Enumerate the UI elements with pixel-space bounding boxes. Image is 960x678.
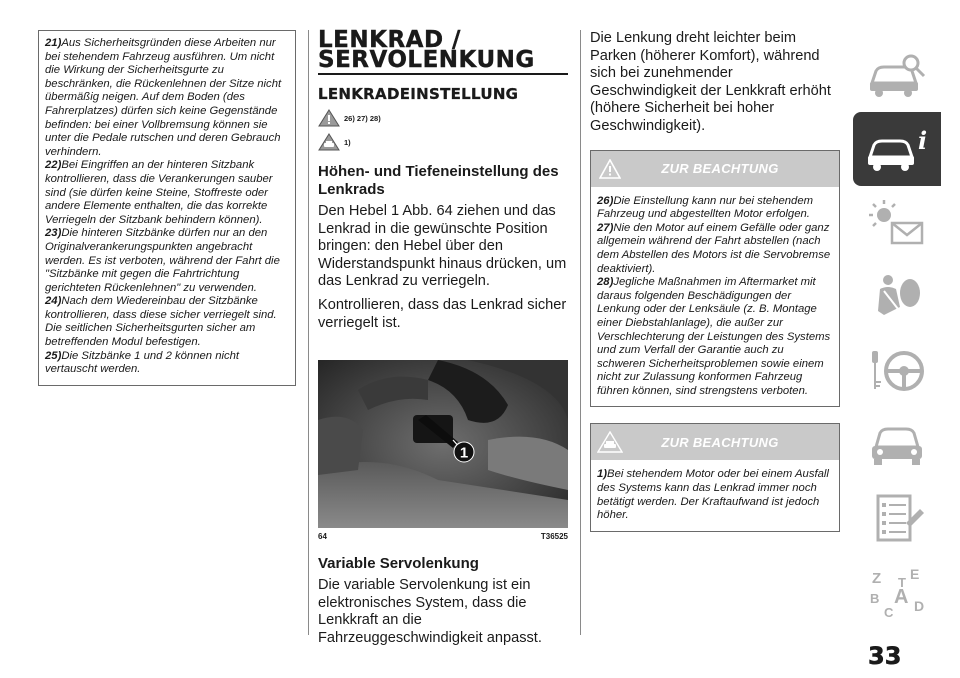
car-front-icon [866,419,928,471]
paragraph: Die Lenkung dreht leichter beim Parken (höherer Komfort), während sich bei zunehmender Geschwindigkeit der Lenkkraft erhöht (höhere Sicherheit bei hoher Geschwindigkeit). [590,30,831,134]
paragraph: Kontrollieren, dass das Lenkrad sicher verriegelt ist. [318,296,567,331]
right-column [590,30,840,532]
attention-header [591,424,839,460]
attention-title: ZUR BEACHTUNG [661,434,779,450]
title-underline [318,73,568,75]
warning-triangle-icon [599,159,621,179]
note-24: 24)Nach dem Wiedereinbau der Sitzbänke kontrollieren, dass diese sicher verriegelt sind. Die seitlichen Sicherheitsgurten sicher am betreffenden Modul befestigen. [45,295,277,349]
svg-text:E: E [910,567,920,582]
figure-callout: 1 [459,444,469,462]
warning-header [591,151,839,187]
note-23: 23)Die hinteren Sitzbänke dürfen nur an den Originalverankerungspunkten angebracht werden. Es ist verboten, während der Fahrt die "Sitzbänke mit gegen die Fahrtrichtung gerichteten Rückenlehnen" zu verwenden. [45,227,280,294]
figure-code: T36525 [540,532,568,542]
warning-reference: 26) 27) 28) [318,109,568,127]
column-divider [580,30,581,635]
note-25: 25)Die Sitzbänke 1 und 2 können nicht vertauscht werden. [45,349,240,376]
steering-key-icon [866,345,928,397]
tab-warning-lights[interactable] [853,186,941,260]
car-search-icon [866,49,928,101]
figure-number: 64 [318,532,327,542]
chapter-sidebar [853,38,941,630]
svg-text:B: B [870,591,880,606]
figure-caption [318,532,568,541]
airbag-seat-icon [866,271,928,323]
note-22: 22)Bei Eingriffen an der hinteren Sitzbank kontrollieren, dass die Verankerungen sauber sind (sie dürfen keine Steine, Stoffreste oder andere Elemente enthalten, die das korrekte Verriegeln der Sitzbank behindern können). [45,159,273,226]
car-info-icon [866,123,928,175]
safety-notes-box [38,30,296,386]
svg-text:Z: Z [872,570,882,587]
tab-checklist[interactable] [853,482,941,556]
note-1: 1)Bei stehendem Motor oder bei einem Ausfall des Systems kann das Lenkrad immer noch betätigt werden. Der Kraftaufwand ist jedoch höher. [597,468,829,522]
svg-text:D: D [914,598,925,614]
paragraph: Die variable Servolenkung ist ein elektronisches System, dass die Lenkkraft an die Fahrzeuggeschwindigkeit anpasst. [318,577,542,646]
steering-column-illustration [318,360,568,528]
heading-steering-adjustment: Höhen- und Tiefeneinstellung des Lenkrads [318,163,559,198]
heading-variable-power-steering: Variable Servolenkung [318,555,479,573]
attention-box [590,423,840,531]
car-attention-icon [318,133,340,151]
checklist-icon [866,493,928,545]
svg-text:C: C [884,605,894,619]
attention-text [591,460,839,530]
warning-title: ZUR BEACHTUNG [661,161,779,177]
note-26: 26)Die Einstellung kann nur bei stehendem Fahrzeug und abgestellten Motor erfolgen. [597,194,814,221]
paragraph: Den Hebel 1 Abb. 64 ziehen und das Lenkrad in die gewünschte Position bringen: den Hebel über den Widerstandspunkt hinaus drücken, um das Lenkrad zu verriegeln. [318,203,567,290]
subsection-title: LENKRADEINSTELLUNG [318,85,519,103]
tab-car-info[interactable] [853,112,941,186]
middle-column [318,27,568,648]
section-title: LENKRAD / SERVOLENKUNG [318,27,535,73]
note-28: 28)Jegliche Maßnahmen im Aftermarket mit daraus folgenden Beschädigungen der Lenkung oder der Lenksäule (z. B. Montage einer Diebstahlanlage), die außer zur Verschlechterung der Leistungen des Systems und zum Verfall der Garantie auch zu schweren Sicherheitsproblemen sowie einem nicht zur Zulassung konformen Fahrzeug führen können, sind strengstens verboten. [597,276,831,397]
svg-text:i: i [918,126,928,155]
svg-text:A: A [894,586,909,608]
svg-text:T: T [898,575,906,590]
page-number: 33 [868,642,902,670]
tab-car-search[interactable] [853,38,941,112]
tab-steering-key[interactable] [853,334,941,408]
attention-reference: 1) [318,133,568,151]
column-divider [308,30,309,635]
left-column [38,30,296,386]
tab-car-front[interactable] [853,408,941,482]
tab-airbag-seat[interactable] [853,260,941,334]
note-21: 21)Aus Sicherheitsgründen diese Arbeiten nur bei stehendem Fahrzeug ausführen. Um nicht die Wirkung der Sicherheitsgurte zu beschränken, die Rückenlehnen der Sitze nicht übermäßig neigen. Auf dem Boden (des Fahrerplatzes) dürfen sich keine Gegenstände befinden: bei einer Vollbremsung können sie unter die Pedale rutschen und deren Gebrauch verhindern. [45,37,282,158]
warning-triangle-icon [318,109,340,127]
car-attention-icon [597,431,623,453]
tab-index[interactable] [853,556,941,630]
note-27: 27)Nie den Motor auf einem Gefälle oder ganz allgemein während der Fahrt abstellen (nach dem Abstellen des Motors ist die Servobremse deaktiviert). [597,221,831,275]
steering-lever-photo [318,360,568,528]
warning-box [590,150,840,408]
index-letters-icon [866,567,928,619]
warning-text [591,187,839,407]
warning-lights-icon [866,197,928,249]
